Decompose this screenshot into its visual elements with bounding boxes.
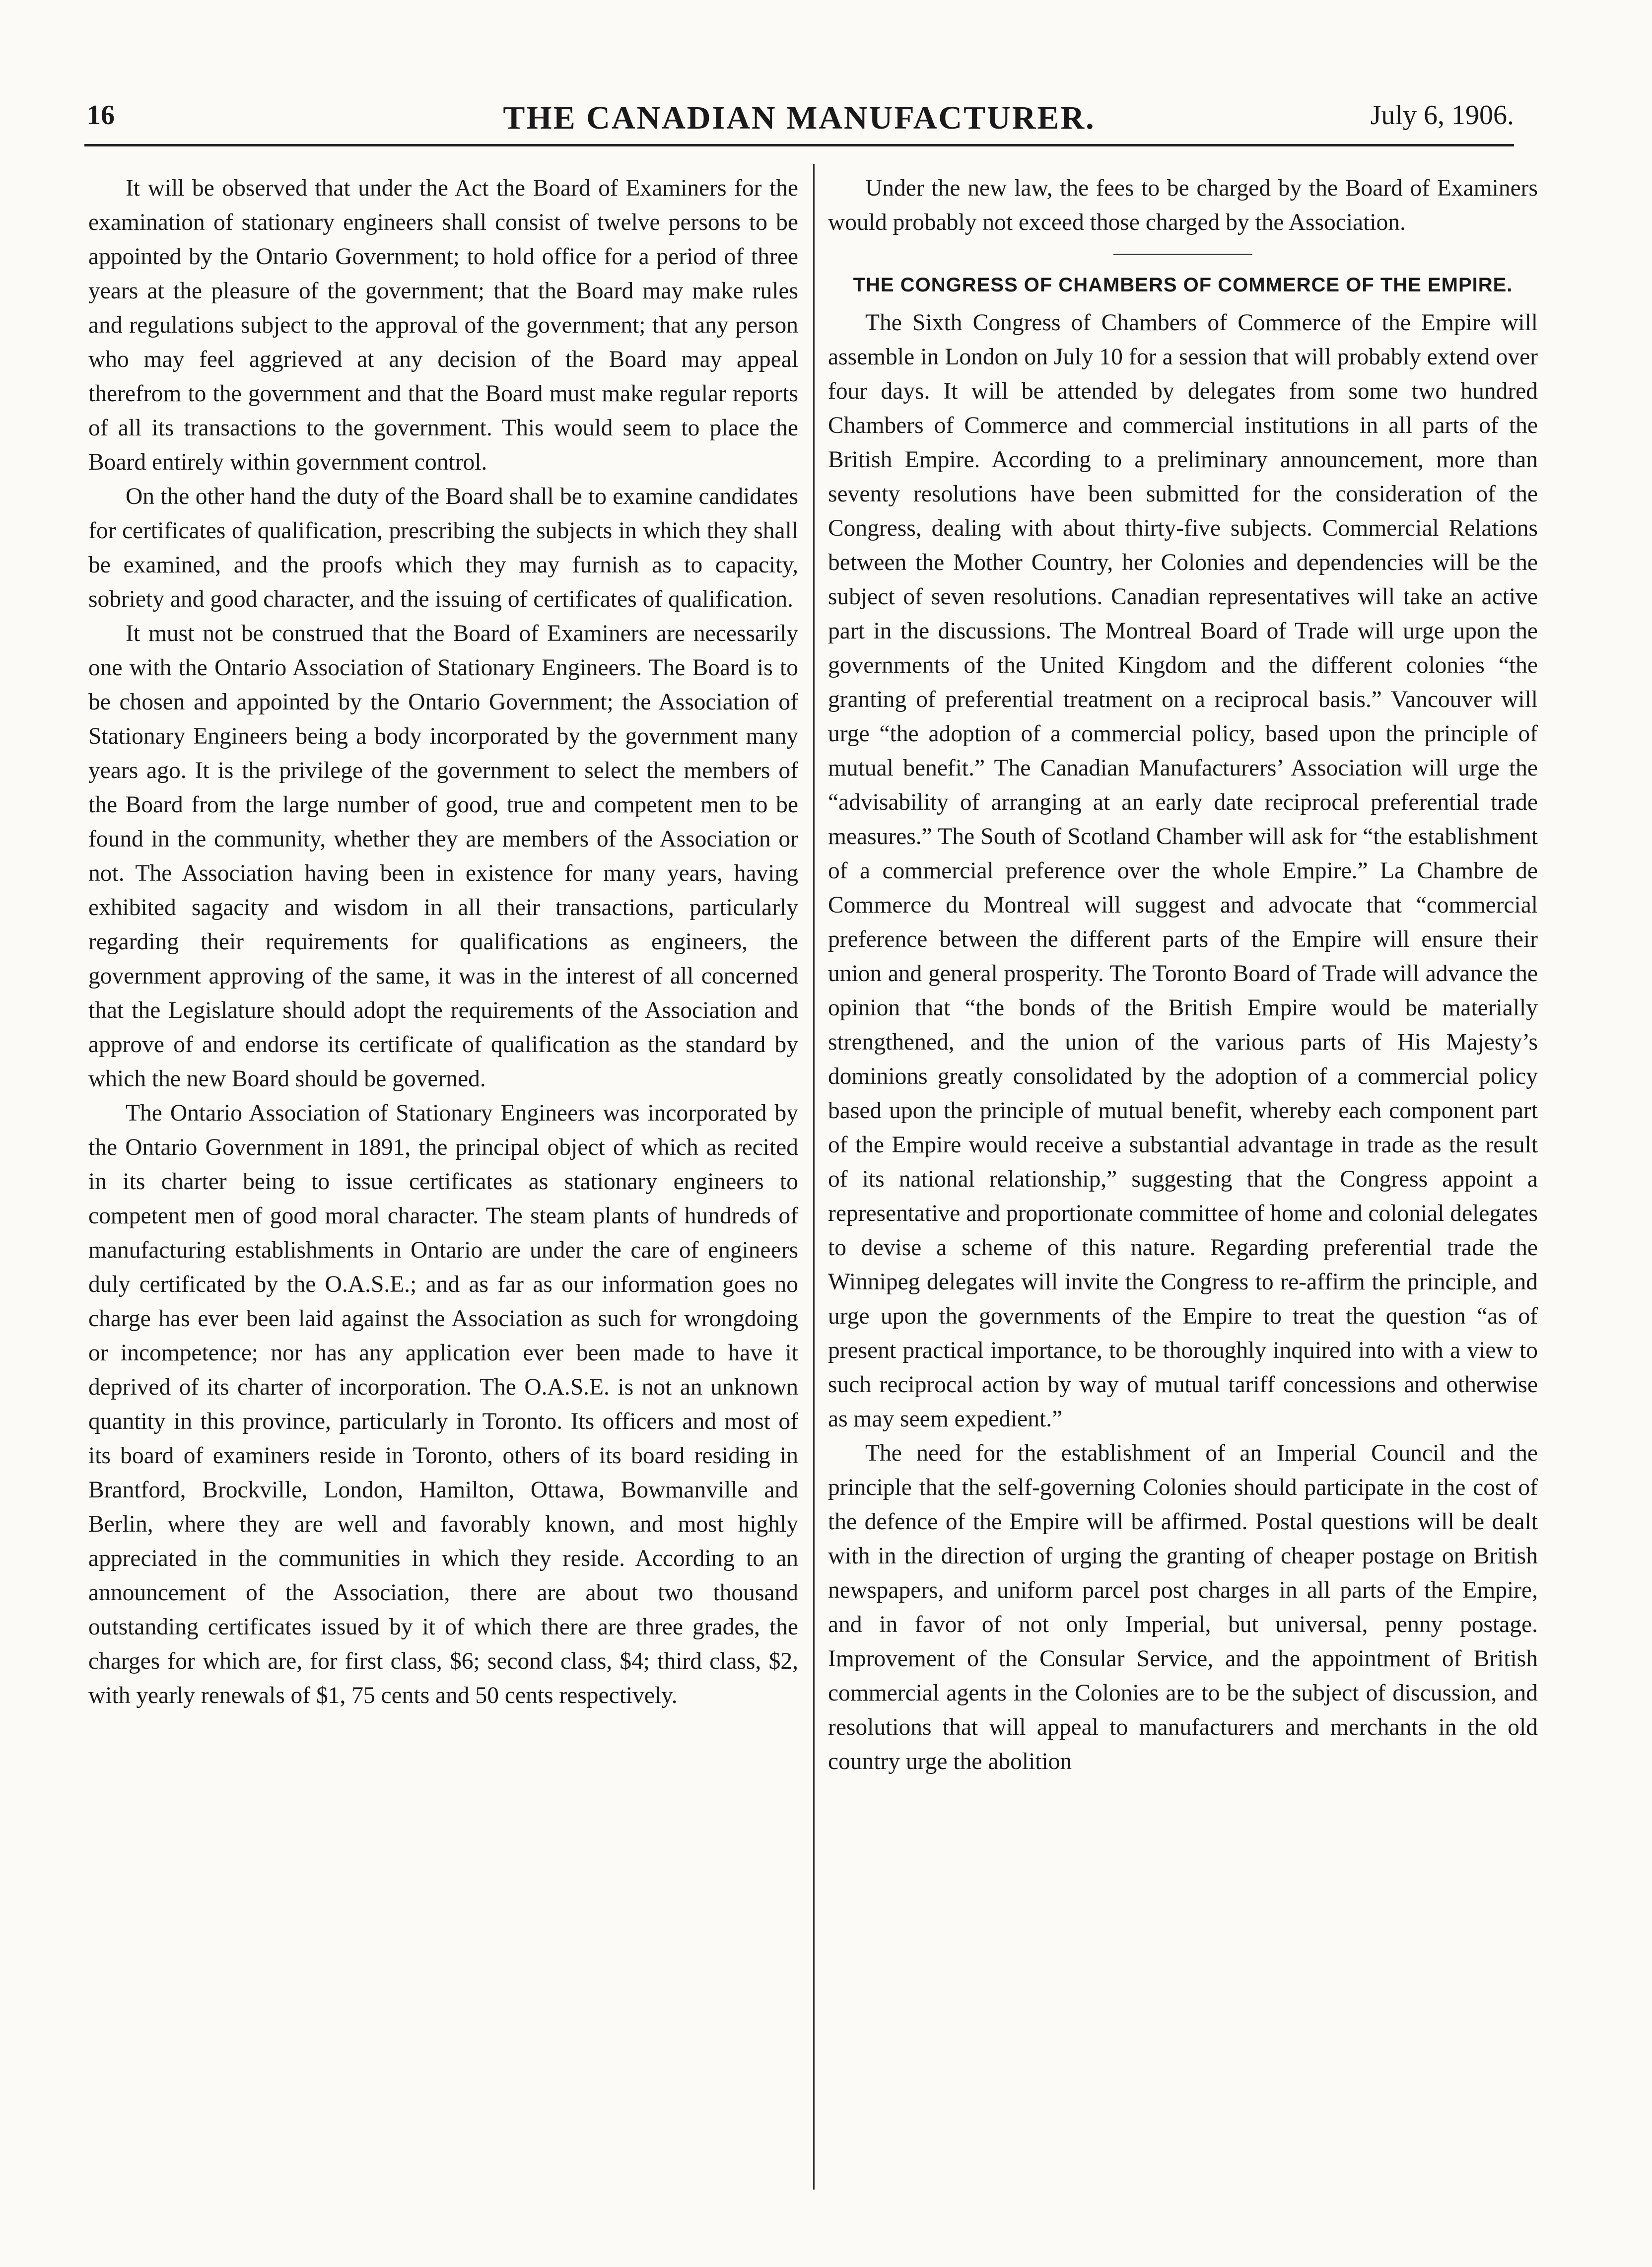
paragraph: It must not be construed that the Board of Examiners are necessarily one with the Ontario Association of Stationary Engineers. The Board is to be chosen and appointed by the Ontario Government; the Association of Stationary Engineers being a body incorporated by the government many years ago. It is the privilege of the government to select the members of the Board from the large number of good, true and competent men to be found in the community, whether they are members of the Association or not. The Association having been in existence for many years, having exhibited sagacity and wisdom in all their transactions, particularly regarding their requirements for qualifications as engineers, the government approving of the same, it was in the interest of all concerned that the Legislature should adopt the requirements of the Association and approve of and endorse its certificate of qualification as the standard by which the new Board should be governed.	[88, 621, 798, 1092]
paragraph: It will be observed that under the Act the Board of Examiners for the examination of stationary engineers shall consist of twelve persons to be appointed by the Ontario Government; to hold office for a period of three years at the pleasure of the government; that the Board may make rules and regulations subject to the approval of the government; that any person who may feel aggrieved at any decision of the Board may appeal therefrom to the government and that the Board must make regular reports of all its transactions to the government. This would seem to place the Board entirely within government control.	[88, 175, 798, 475]
paragraph: The Ontario Association of Stationary Engineers was incorporated by the Ontario Government in 1891, the principal object of which as recited in its charter being to issue certificates as stationary engineers to competent men of good moral character. The steam plants of hundreds of manufacturing establishments in Ontario are under the care of engineers duly certificated by the O.A.S.E.; and as far as our information goes no charge has ever been laid against the Association as such for wrongdoing or incompetence; nor has any application ever been made to have it deprived of its charter of incorporation. The O.A.S.E. is not an unknown quantity in this province, particularly in Toronto. Its officers and most of its board of examiners reside in Toronto, others of its board residing in Brantford, Brockville, London, Hamilton, Ottawa, Bowmanville and Berlin, where they are well and favorably known, and most highly appreciated in the communities in which they reside. According to an announcement of the Association, there are about two thousand outstanding certificates issued by it of which there are three grades, the charges for which are, for first class, $6; second class, $4; third class, $2, with yearly renewals of $1, 75 cents and 50 cents respectively.	[88, 1100, 798, 1708]
paragraph: On the other hand the duty of the Board shall be to examine candidates for certificates of qualification, prescribing the subjects in which they shall be examined, and the proofs which they may furnish as to capacity, sobriety and good character, and the issuing of certificates of qualification.	[88, 484, 798, 612]
page-number: 16	[87, 100, 115, 131]
intro-paragraph: Under the new law, the fees to be charged by the Board of Examiners would probably not exceed those charged by the Association.	[828, 175, 1538, 235]
page-header	[84, 99, 1514, 144]
issue-date: July 6, 1906.	[1370, 100, 1514, 131]
column-divider	[813, 164, 815, 2190]
paragraph: The Sixth Congress of Chambers of Commerce of the Empire will assemble in London on July 10 for a session that will probably extend over four days. It will be attended by delegates from some two hundred Chambers of Commerce and commercial institutions in all parts of the British Empire. According to a preliminary announcement, more than seventy resolutions have been submitted for the consideration of the Congress, dealing with about thirty-five subjects. Commercial Relations between the Mother Country, her Colonies and dependencies will be the subject of seven resolutions. Canadian representatives will take an active part in the discussions. The Montreal Board of Trade will urge upon the governments of the United Kingdom and the different colonies “the granting of preferential treatment on a reciprocal basis.” Vancouver will urge “the adoption of a commercial policy, based upon the principle of mutual benefit.” The Canadian Manufacturers’ Association will urge the “advisability of arranging at an early date reciprocal preferential trade measures.” The South of Scotland Chamber will ask for “the establishment of a commercial preference over the whole Empire.” La Chambre de Commerce du Montreal will suggest and advocate that “commercial preference between the different parts of the Empire will ensure their union and general prosperity. The Toronto Board of Trade will advance the opinion that “the bonds of the British Empire would be materially strengthened, and the union of the various parts of His Majesty’s dominions greatly consolidated by the adoption of a commercial policy based upon the principle of mutual benefit, whereby each component part of the Empire would receive a substantial advantage in trade as the result of its national relationship,” suggesting that the Congress appoint a representative and proportionate committee of home and colonial delegates to devise a scheme of this nature. Regarding preferential trade the Winnipeg delegates will invite the Congress to re-affirm the principle, and urge upon the governments of the Empire to treat the question “as of present practical importance, to be thoroughly inquired into with a view to such reciprocal action by way of mutual tariff concessions and otherwise as may seem expedient.”	[828, 310, 1538, 1432]
right-column	[828, 171, 1538, 1779]
section-separator	[1113, 254, 1252, 255]
header-rule	[84, 144, 1514, 146]
left-column	[88, 171, 798, 1713]
masthead: THE CANADIAN MANUFACTURER.	[503, 100, 1096, 136]
paragraph: The need for the establishment of an Imperial Council and the principle that the self-governing Colonies should participate in the cost of the defence of the Empire will be affirmed. Postal questions will be dealt with in the direction of urging the granting of cheaper postage on British newspapers, and uniform parcel post charges in all parts of the Empire, and in favor of not only Imperial, but universal, penny postage. Improvement of the Consular Service, and the appointment of British commercial agents in the Colonies are to be the subject of discussion, and resolutions that will appeal to manufacturers and merchants in the old country urge the abolition	[828, 1440, 1538, 1774]
article-headline: THE CONGRESS OF CHAMBERS OF COMMERCE OF THE EMPIRE.	[853, 274, 1513, 296]
